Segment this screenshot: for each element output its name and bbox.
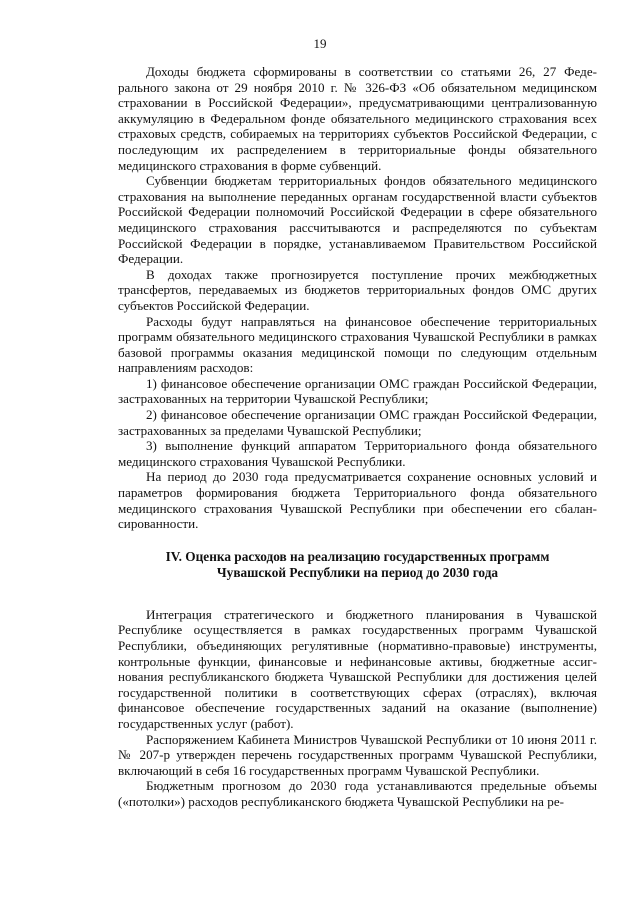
section-heading-line-2: Чувашской Республики на период до 2030 года (216, 564, 499, 580)
paragraph-period-2030: На период до 2030 года предусматривается сохранение основных условий и параметров формирования бюджета Территориального фонда обязательного медицинского страхования Чувашской Республики при обеспечении его сбалансированности. (118, 469, 597, 532)
document-body (118, 64, 597, 810)
section-heading (118, 549, 597, 581)
paragraph-other-transfers: В доходах также прогнозируется поступление прочих межбюджетных трансфертов, передаваемых из бюджетов территориальных фондов ОМС других субъектов Российской Федерации. (118, 266, 597, 313)
list-item-3: 3) выполнение функций аппаратом Территориального фонда обязательного медицинского страхования Чувашской Республики. (118, 438, 597, 469)
paragraph-limits: Бюджетным прогнозом до 2030 года устанавливаются предельные объемы («потолки») расходов республиканского бюджета Чувашской Республики на ре- (118, 778, 597, 809)
list-item-1: 1) финансовое обеспечение организации ОМС граждан Российской Федерации, застрахованных на территории Чувашской Республики; (118, 375, 597, 407)
list-item-2: 2) финансовое обеспечение организации ОМС граждан Российской Федерации, застрахованных за пределами Чувашской Республики; (118, 407, 597, 438)
paragraph-budget-revenues: Доходы бюджета сформированы в соответствии со статьями 26, 27 Федерального закона от 29 ноября 2010 г. № 326-ФЗ «Об обязательном медицинском страховании в Российской Федерации», предусматривающими централизованную аккумуляцию в Федеральном фонде обязательного медицинского страхования всех страховых средств, собираемых на территориях субъектов Российской Федерации, с последующим их распределением в территориальные фонды обязательного медицинского страхования в форме субвенций. (118, 64, 597, 173)
paragraph-integration: Интеграция стратегического и бюджетного планирования в Чувашской Республике осуществляется в рамках государственных программ Чувашской Республики, объединяющих регулятивные (нормативно-правовые) инструменты, контрольные функции, финансовые и нефинансовые активы, бюджетные ассигнования республиканского бюджета Чувашской Республики для достижения целей государственной политики в соответствующих сферах (отраслях), включая финансовое обеспечение государственных заданий на оказание (выполнение) государственных услуг (работ). (118, 606, 597, 731)
paragraph-expenses: Расходы будут направляться на финансовое обеспечение территориальных программ обязательного медицинского страхования Чувашской Республики в рамках базовой программы оказания медицинской помощи по следующим отдельным направлениям расходов: (118, 313, 597, 376)
section-heading-line-1: IV. Оценка расходов на реализацию государственных программ (165, 548, 550, 564)
paragraph-subventions: Субвенции бюджетам территориальных фондов обязательного медицинского страхования на выполнение переданных органам государственной власти субъектов Российской Федерации полномочий Российской Федерации в сфере обязательного медицинского страхования рассчитываются и распределяются по субъектам Российской Федерации в порядке, устанавливаемом Правительством Российской Федерации. (118, 173, 597, 267)
paragraph-order: Распоряжением Кабинета Министров Чувашской Республики от 10 июня 2011 г. № 207-р утвержден перечень государственных программ Чувашской Республики, включающий в себя 16 государственных программ Чувашской Республики. (118, 731, 597, 778)
page-number: 19 (313, 36, 327, 51)
